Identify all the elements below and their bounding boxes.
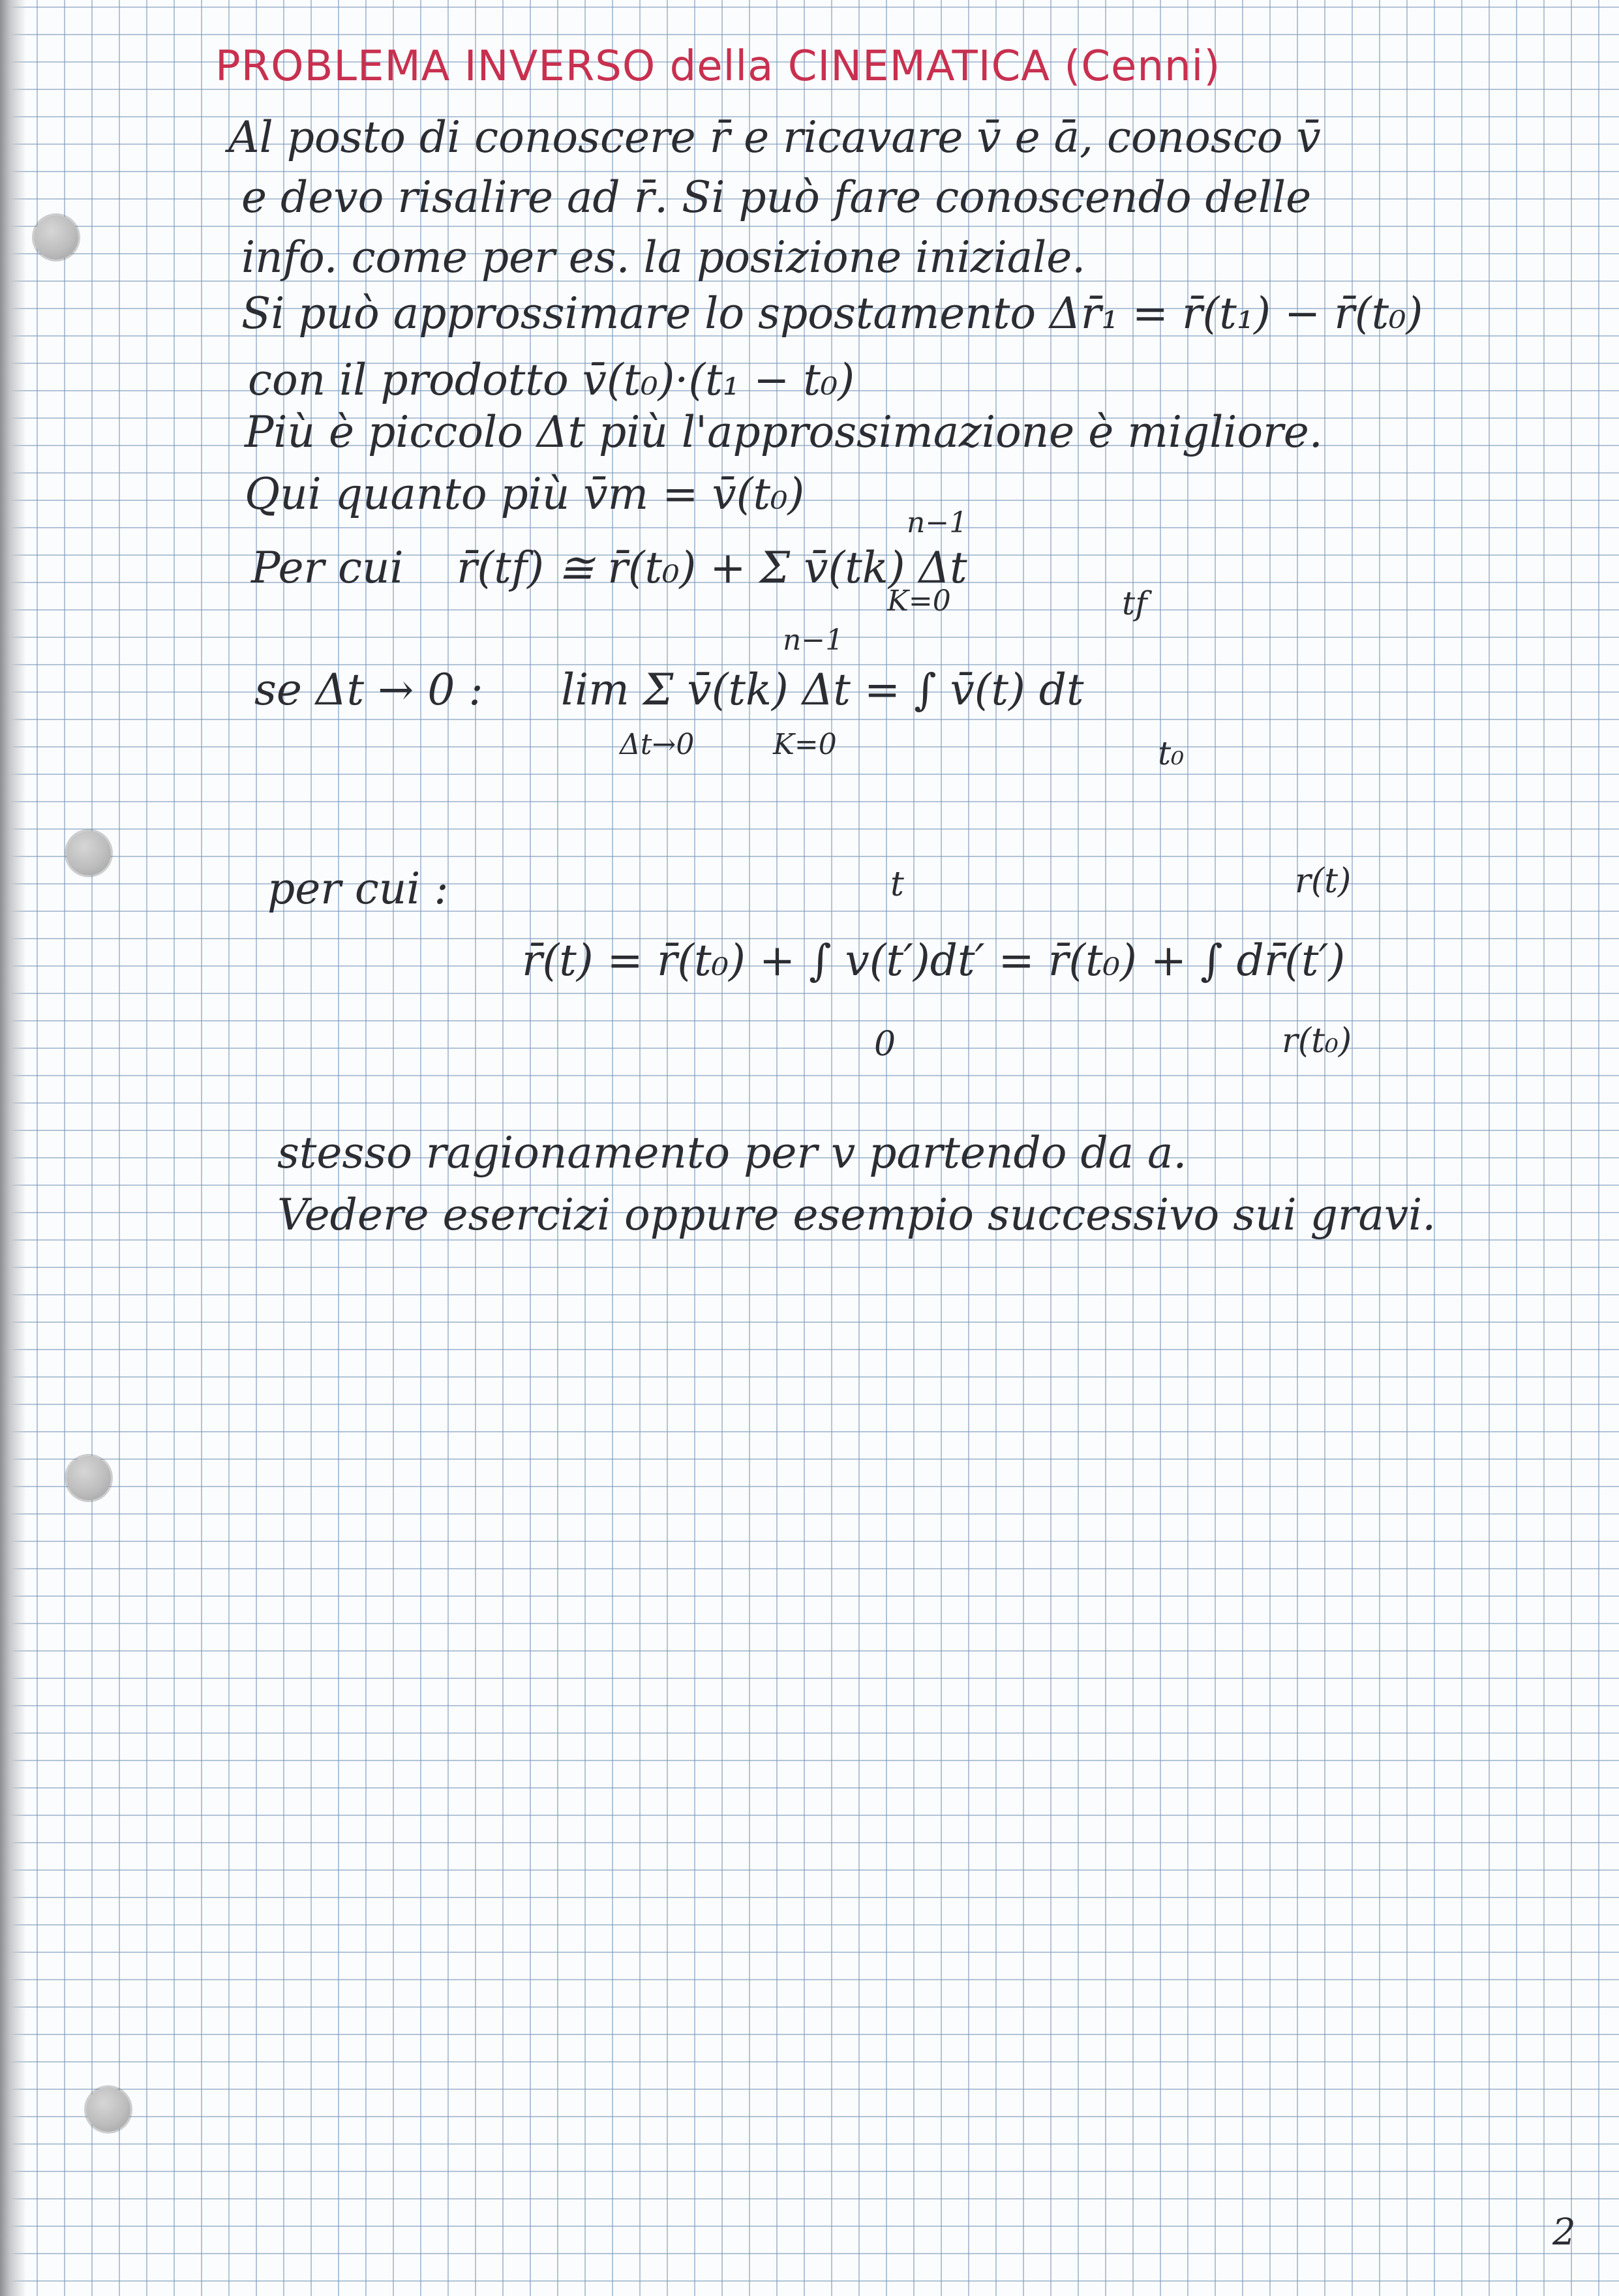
text-line: e devo risalire ad r̄. Si può fare conoscendo delle xyxy=(241,172,1312,222)
integral-upper-limit: tf xyxy=(1122,584,1147,622)
integral-lower-limit: r(t₀) xyxy=(1282,1021,1352,1061)
integral-lower-limit: 0 xyxy=(874,1025,896,1064)
binder-hole xyxy=(67,831,111,875)
text-line: Vedere esercizi oppure esempio successivo sui gravi. xyxy=(277,1190,1436,1240)
text-line: Al posto di conoscere r̄ e ricavare v̄ e ā, conosco v̄ xyxy=(228,112,1321,162)
limit-subscript: Δt→0 xyxy=(620,728,695,761)
formula-approx-sum: r̄(tf) ≅ r̄(t₀) + Σ v̄(tk) Δt xyxy=(457,543,967,593)
sum-lower-limit: K=0 xyxy=(887,584,951,618)
sum-upper-limit: n−1 xyxy=(907,506,968,539)
text-line: con il prodotto v̄(t₀)·(t₁ − t₀) xyxy=(248,355,855,405)
formula-limit-integral: lim Σ v̄(tk) Δt = ∫ v̄(t) dt xyxy=(561,665,1084,715)
text-line: Si può approssimare lo spostamento Δr̄₁ = r̄(t₁) − r̄(t₀) xyxy=(241,288,1423,339)
integral-upper-limit: r(t) xyxy=(1295,862,1352,901)
text-line: info. come per es. la posizione iniziale. xyxy=(241,232,1086,282)
sum-upper-limit: n−1 xyxy=(783,624,844,657)
formula-lead: per cui : xyxy=(267,864,449,914)
integral-upper-limit: t xyxy=(890,865,904,904)
formula-lead: se Δt → 0 : xyxy=(254,665,483,715)
formula-position-integral: r̄(t) = r̄(t₀) + ∫ v(t′)dt′ = r̄(t₀) + ∫ dr̄(t′) xyxy=(522,935,1346,986)
formula-lead: Per cui xyxy=(251,543,404,593)
binder-hole xyxy=(67,1456,111,1500)
text-line: stesso ragionamento per v partendo da a. xyxy=(277,1128,1187,1178)
text-line: Qui quanto più v̄m = v̄(t₀) xyxy=(245,469,805,519)
sum-lower-limit: K=0 xyxy=(773,728,837,761)
binder-hole xyxy=(86,2087,130,2132)
integral-lower-limit: t₀ xyxy=(1158,734,1185,772)
page-number: 2 xyxy=(1552,2211,1576,2254)
binder-hole xyxy=(34,215,78,260)
text-line: Più è piccolo Δt più l'approssimazione è migliore. xyxy=(245,407,1323,457)
page-title: PROBLEMA INVERSO della CINEMATICA (Cenni) xyxy=(215,42,1221,91)
page-edge-shadow xyxy=(0,0,26,2296)
